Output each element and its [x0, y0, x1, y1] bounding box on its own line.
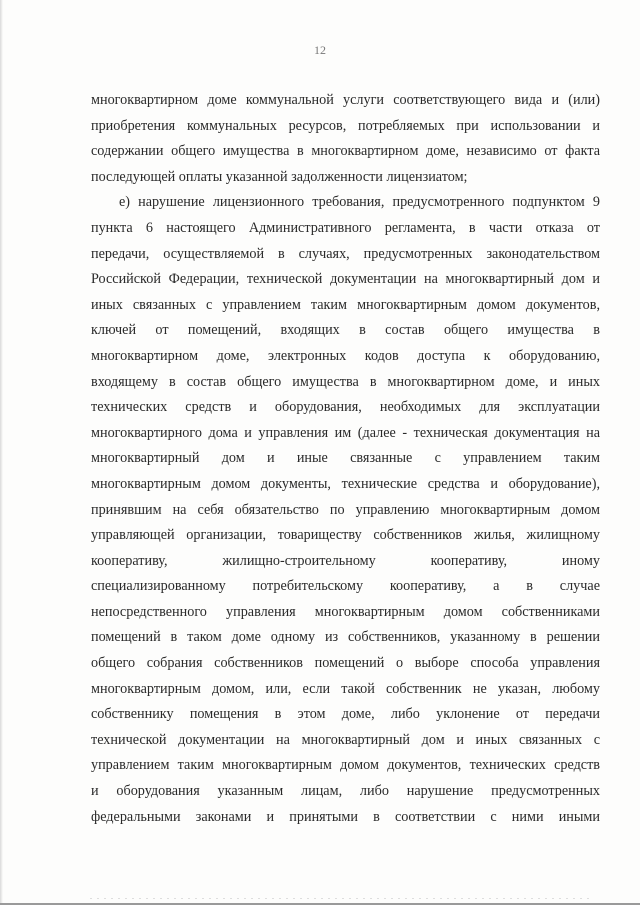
text-line: передачи, осуществляемой в случаях, предусмотренных законодательством [91, 245, 600, 262]
text-line: технической документации на многоквартирный дом и иных связанных с [91, 731, 600, 748]
scan-artifact-dots [90, 898, 590, 899]
text-line: приобретения коммунальных ресурсов, потребляемых при использовании и [91, 117, 600, 134]
text-line: технических средств и оборудования, необходимых для эксплуатации [91, 399, 600, 416]
paragraph-start-line: е) нарушение лицензионного требования, предусмотренного подпунктом 9 [119, 194, 600, 211]
text-line: пункта 6 настоящего Административного регламента, в части отказа от [91, 219, 600, 236]
text-line: принявшим на себя обязательство по управлению многоквартирным домом [91, 501, 600, 518]
text-line: многоквартирный дом и иные связанные с управлением таким [91, 450, 600, 467]
text-line: содержании общего имущества в многоквартирном доме, независимо от факта [91, 143, 600, 160]
body-text [91, 88, 600, 830]
text-line: управляющей организации, товариществу собственников жилья, жилищному [91, 527, 600, 544]
text-line: многоквартирного дома и управления им (далее - техническая документация на [91, 424, 600, 441]
scan-edge-left [0, 0, 3, 905]
text-line: кооперативу, жилищно-строительному кооперативу, иному [91, 552, 600, 569]
text-line: федеральными законами и принятыми в соответствии с ними иными [91, 808, 600, 825]
text-line: Российской Федерации, технической документации на многоквартирный дом и [91, 271, 600, 288]
text-line: специализированному потребительскому кооперативу, а в случае [91, 578, 600, 595]
text-line: многоквартирном доме, электронных кодов доступа к оборудованию, [91, 347, 600, 364]
text-line: общего собрания собственников помещений о выборе способа управления [91, 655, 600, 672]
text-line: входящему в состав общего имущества в многоквартирном доме, и иных [91, 373, 600, 390]
text-line: ключей от помещений, входящих в состав общего имущества в [91, 322, 600, 339]
text-line: управлением таким многоквартирным домом документов, технических средств [91, 757, 600, 774]
text-line: непосредственного управления многоквартирным домом собственниками [91, 603, 600, 620]
text-line: многоквартирным домом, или, если такой собственник не указан, любому [91, 680, 600, 697]
text-line: и оборудования указанным лицам, либо нарушение предусмотренных [91, 783, 600, 800]
text-line: помещений в таком доме одному из собственников, указанному в решении [91, 629, 600, 646]
text-line: собственнику помещения в этом доме, либо уклонение от передачи [91, 706, 600, 723]
text-line: иных связанных с управлением таким многоквартирным домом документов, [91, 296, 600, 313]
text-line: последующей оплаты указанной задолженности лицензиатом; [91, 168, 468, 185]
text-line: многоквартирном доме коммунальной услуги соответствующего вида и (или) [91, 92, 600, 108]
text-line: многоквартирным домом документы, технические средства и оборудование), [91, 475, 600, 492]
page-number: 12 [314, 43, 326, 57]
